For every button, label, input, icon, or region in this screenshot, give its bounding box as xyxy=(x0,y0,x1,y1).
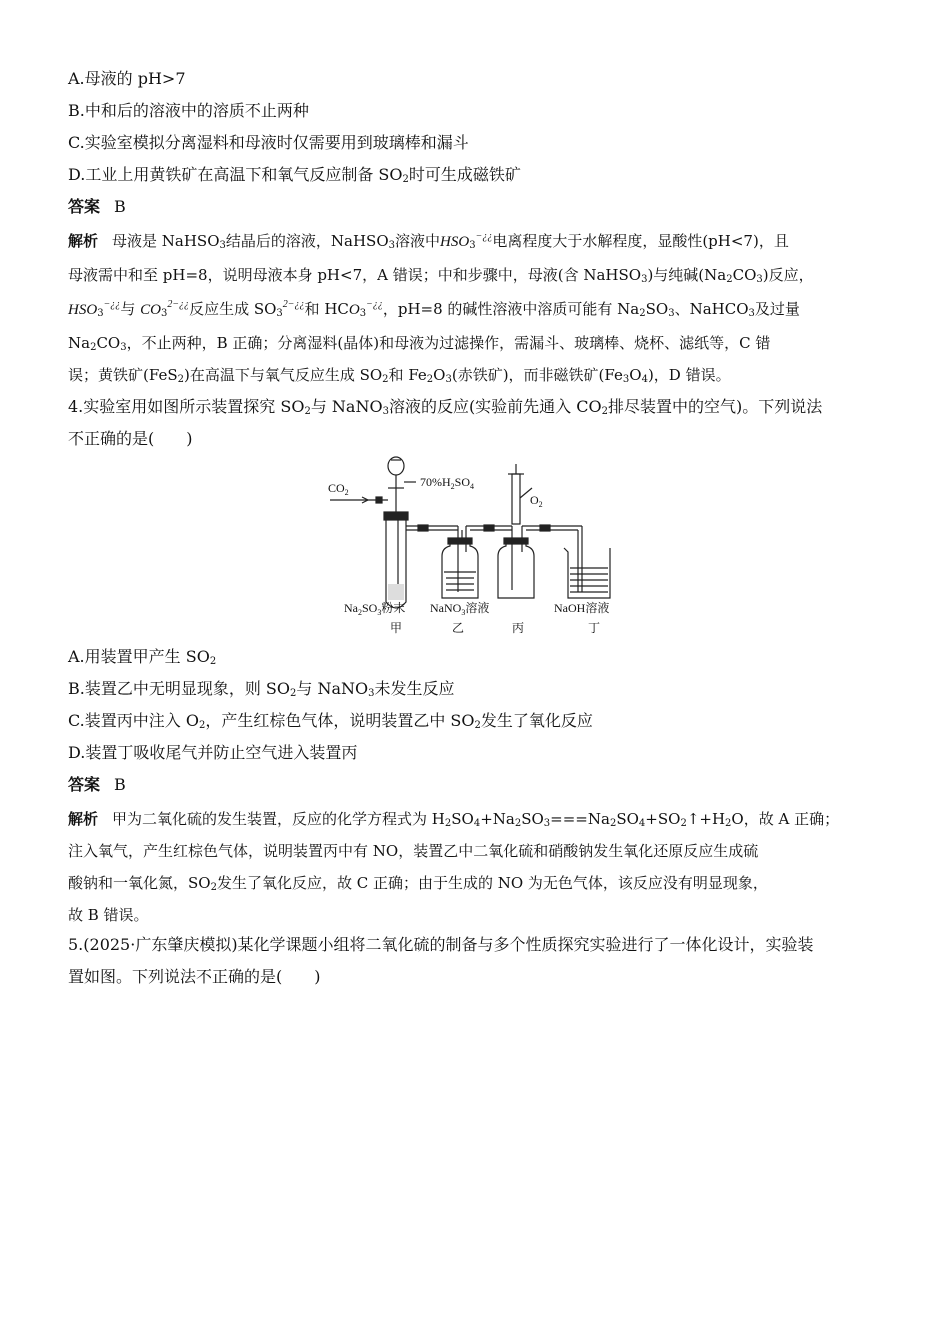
q3-answer: 答案 B xyxy=(68,197,126,216)
beaker-ding xyxy=(564,548,610,598)
q4-analysis-line-1: 解析 甲为二氧化硫的发生装置，反应的化学方程式为 $H_2SO_4+Na_2SO_3===Na_2SO_4+SO_2↑+H_2O$，故 A 正确； xyxy=(68,810,840,829)
q4-option-a: A.用装置甲产生 $SO_2$ xyxy=(68,647,217,667)
q5-stem-line-1: 5.(2025·广东肇庆模拟)某化学课题小组将二氧化硫的制备与多个性质探究实验进行了一体化设计，实验装 xyxy=(68,935,814,954)
caption-bing: 丙 xyxy=(512,621,525,635)
bottle-yi xyxy=(442,540,478,598)
q4-answer: 答案 B xyxy=(68,775,126,794)
syringe xyxy=(512,474,520,524)
q3-option-d: D.工业上用黄铁矿在高温下和氧气反应制备 $SO_2$时可生成磁铁矿 xyxy=(68,165,521,185)
q4-stem-line-2: 不正确的是( ) xyxy=(68,429,193,448)
q4-stem-line-1: 4.实验室用如图所示装置探究 $SO_2$与 NaNO$_3$溶液的反应(实验前先通入 $CO_2$排尽装置中的空气)。下列说法 xyxy=(68,397,823,417)
q4-analysis-line-4: 故 B 错误。 xyxy=(68,906,149,924)
q3-analysis-line-1: 解析 母液是 NaHSO$_3$结晶后的溶液，NaHSO$_3$溶液中$HSO_3^{-¿¿}$电离程度大于水解程度，显酸性(pH<7)，且 xyxy=(68,231,789,251)
q3-analysis-line-5: 误；黄铁矿(FeS$_2$)在高温下与氧气反应生成 $SO_2$和 $Fe_2O_3$(赤铁矿)，而非磁铁矿$(Fe_3O_4)$，D 错误。 xyxy=(68,366,731,385)
label-naoh: NaOH溶液 xyxy=(554,601,610,615)
apparatus-diagram xyxy=(318,452,638,642)
caption-jia: 甲 xyxy=(390,621,403,635)
q3-option-a: A.母液的 pH>7 xyxy=(68,69,186,88)
q3-analysis-line-2: 母液需中和至 pH=8，说明母液本身 pH<7，A 错误；中和步骤中，母液(含 NaHSO$_3$)与纯碱$(Na_2CO_3)$反应， xyxy=(68,266,814,285)
q3-option-c: C.实验室模拟分离湿料和母液时仅需要用到玻璃棒和漏斗 xyxy=(68,133,469,152)
caption-ding: 丁 xyxy=(588,621,601,635)
label-o2: $O_2$ xyxy=(530,493,543,509)
q4-analysis-line-3: 酸钠和一氧化氮，$SO_2$发生了氧化反应，故 C 正确；由于生成的 NO 为无色气体，该反应没有明显现象， xyxy=(68,874,768,893)
q3-option-b: B.中和后的溶液中的溶质不止两种 xyxy=(68,101,309,120)
q4-option-c: C.装置丙中注入 $O_2$，产生红棕色气体，说明装置乙中 $SO_2$发生了氧化反应 xyxy=(68,711,593,731)
caption-yi: 乙 xyxy=(452,621,465,635)
label-acid: $70\%H_2SO_4$ xyxy=(420,475,475,491)
q5-stem-line-2: 置如图。下列说法不正确的是( ) xyxy=(68,967,321,986)
q3-analysis-line-3: $HSO_3^{-¿¿}$与 $CO_3^{2-¿¿}$反应生成 $SO_3^{2-¿¿}$和 $HCO_3^{-¿¿}$，pH=8 的碱性溶液中溶质可能有 $Na_2SO_3$、NaHCO$_3$及过量 xyxy=(68,299,800,319)
bottle-bing xyxy=(498,540,534,598)
q4-option-b: B.装置乙中无明显现象，则 $SO_2$与 NaNO$_3$未发生反应 xyxy=(68,679,455,699)
q4-analysis-line-2: 注入氧气，产生红棕色气体，说明装置丙中有 NO，装置乙中二氧化硫和硝酸钠发生氧化还原反应生成硫 xyxy=(68,842,759,860)
q4-option-d: D.装置丁吸收尾气并防止空气进入装置丙 xyxy=(68,743,358,762)
label-na2so3: $Na_2SO_3$粉末 xyxy=(344,601,406,617)
q3-analysis-line-4: $Na_2CO_3$，不止两种，B 正确；分离湿料(晶体)和母液为过滤操作，需漏斗、玻璃棒、烧杯、滤纸等，C 错 xyxy=(68,334,771,353)
label-co2: $CO_2$ xyxy=(328,481,349,497)
label-nano3: NaNO$_3$溶液 xyxy=(430,601,490,617)
